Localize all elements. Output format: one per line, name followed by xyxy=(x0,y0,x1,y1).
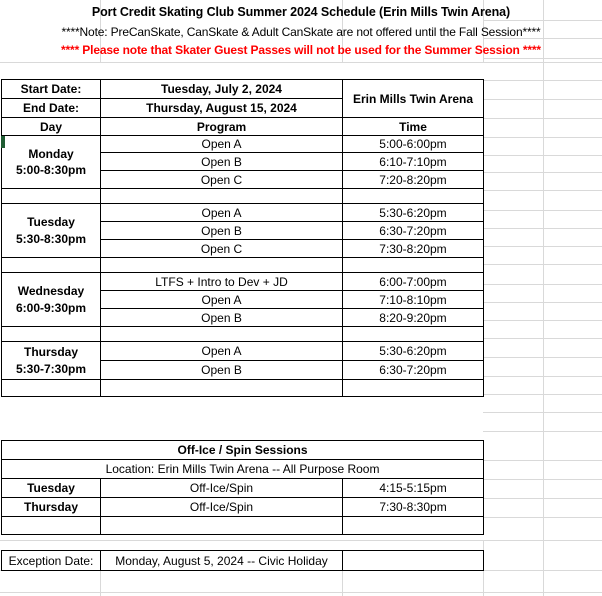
gridline-horizontal xyxy=(0,62,602,63)
start-date-value: Tuesday, July 2, 2024 xyxy=(101,80,343,99)
program-cell: Open B xyxy=(101,361,343,380)
black-separator xyxy=(101,517,343,535)
gridline-horizontal xyxy=(483,155,602,156)
gridline-horizontal xyxy=(483,357,602,358)
gridline-horizontal xyxy=(0,540,602,541)
time-cell: 5:00-6:00pm xyxy=(343,136,484,153)
day-name: Tuesday xyxy=(27,215,75,230)
black-separator xyxy=(2,380,101,397)
gridline-horizontal xyxy=(483,20,602,21)
column-header-day: Day xyxy=(2,118,101,136)
black-separator xyxy=(343,380,484,397)
gridline-horizontal xyxy=(483,376,602,377)
gridline-horizontal xyxy=(483,58,602,59)
gridline-horizontal xyxy=(483,284,602,285)
off-ice-location: Location: Erin Mills Twin Arena -- All Purpose Room xyxy=(2,460,484,479)
gridline-horizontal xyxy=(483,517,602,518)
gridline-horizontal xyxy=(483,118,602,119)
black-separator xyxy=(343,517,484,535)
off-ice-time: 7:30-8:30pm xyxy=(343,498,484,517)
gridline-horizontal xyxy=(483,137,602,138)
black-separator xyxy=(2,258,101,273)
exception-table xyxy=(1,550,484,571)
program-cell: Open A xyxy=(101,342,343,361)
time-cell: 7:30-8:20pm xyxy=(343,240,484,258)
day-name: Monday xyxy=(28,146,74,161)
schedule-note: ****Note: PreCanSkate, CanSkate & Adult CanSkate are not offered until the Fall Session**** xyxy=(61,25,541,39)
table-row xyxy=(2,342,484,361)
time-cell: 6:10-7:10pm xyxy=(343,153,484,171)
end-date-label: End Date: xyxy=(2,99,101,118)
off-ice-title-row xyxy=(2,441,484,460)
time-cell: 6:00-7:00pm xyxy=(343,273,484,291)
exception-value: Monday, August 5, 2024 -- Civic Holiday xyxy=(101,551,343,571)
table-row xyxy=(2,136,484,153)
separator-row xyxy=(2,380,484,397)
off-ice-program: Off-Ice/Spin xyxy=(101,479,343,498)
gridline-horizontal xyxy=(483,302,602,303)
exception-row xyxy=(2,551,484,571)
gridline-horizontal xyxy=(0,592,602,593)
program-cell: Open B xyxy=(101,309,343,327)
start-date-row xyxy=(2,80,484,99)
start-date-label: Start Date: xyxy=(2,80,101,99)
time-cell: 7:20-8:20pm xyxy=(343,171,484,189)
gridline-horizontal xyxy=(483,228,602,229)
program-cell: Open C xyxy=(101,171,343,189)
separator-row xyxy=(2,327,484,342)
time-cell: 7:10-8:10pm xyxy=(343,291,484,309)
day-hours: 5:30-8:30pm xyxy=(15,231,87,246)
gridline-horizontal xyxy=(483,338,602,339)
off-ice-table xyxy=(1,440,484,535)
program-cell: Open B xyxy=(101,222,343,240)
program-cell: Open B xyxy=(101,153,343,171)
off-ice-program: Off-Ice/Spin xyxy=(101,498,343,517)
gridline-horizontal xyxy=(483,431,602,432)
arena-name: Erin Mills Twin Arena xyxy=(343,80,484,118)
gridline-horizontal xyxy=(483,172,602,173)
day-cell-thursday xyxy=(2,342,101,380)
gridline-horizontal xyxy=(483,190,602,191)
gridline-horizontal xyxy=(483,264,602,265)
day-hours: 5:30-7:30pm xyxy=(15,361,87,376)
gridline-horizontal xyxy=(483,246,602,247)
page-title: Port Credit Skating Club Summer 2024 Schedule (Erin Mills Twin Arena) xyxy=(91,5,511,19)
off-ice-day: Thursday xyxy=(2,498,101,517)
time-cell: 8:20-9:20pm xyxy=(343,309,484,327)
column-header-program: Program xyxy=(101,118,343,136)
table-row xyxy=(2,498,484,517)
time-cell: 6:30-7:20pm xyxy=(343,222,484,240)
gridline-horizontal xyxy=(483,394,602,395)
day-cell-tuesday xyxy=(2,204,101,258)
black-separator xyxy=(343,258,484,273)
comment-marker-icon xyxy=(1,136,5,148)
program-cell: LTFS + Intro to Dev + JD xyxy=(101,273,343,291)
off-ice-time: 4:15-5:15pm xyxy=(343,479,484,498)
black-separator xyxy=(2,189,101,204)
gridline-horizontal xyxy=(483,320,602,321)
time-cell: 5:30-6:20pm xyxy=(343,204,484,222)
separator-row xyxy=(2,517,484,535)
gridline-horizontal xyxy=(483,498,602,499)
black-separator xyxy=(101,380,343,397)
day-cell-monday xyxy=(2,136,101,189)
program-cell: Open A xyxy=(101,136,343,153)
exception-empty-cell xyxy=(343,551,484,571)
off-ice-day: Tuesday xyxy=(2,479,101,498)
column-header-time: Time xyxy=(343,118,484,136)
time-cell: 5:30-6:20pm xyxy=(343,342,484,361)
day-name: Wednesday xyxy=(17,284,85,299)
table-row xyxy=(2,479,484,498)
day-name: Thursday xyxy=(23,345,78,360)
gridline-vertical xyxy=(543,0,544,596)
black-separator xyxy=(2,517,101,535)
table-row xyxy=(2,204,484,222)
day-cell-wednesday xyxy=(2,273,101,327)
black-separator xyxy=(101,258,343,273)
separator-row xyxy=(2,258,484,273)
gridline-horizontal xyxy=(483,80,602,81)
program-cell: Open A xyxy=(101,204,343,222)
gridline-horizontal xyxy=(483,460,602,461)
day-hours: 5:00-8:30pm xyxy=(15,163,87,177)
gridline-horizontal xyxy=(483,412,602,413)
black-separator xyxy=(101,327,343,342)
separator-row xyxy=(2,189,484,204)
program-cell: Open A xyxy=(101,291,343,309)
end-date-value: Thursday, August 15, 2024 xyxy=(101,99,343,118)
black-separator xyxy=(343,189,484,204)
day-hours: 6:00-9:30pm xyxy=(15,300,87,315)
schedule-table xyxy=(1,79,484,397)
time-cell: 6:30-7:20pm xyxy=(343,361,484,380)
exception-label: Exception Date: xyxy=(2,551,101,571)
off-ice-location-row xyxy=(2,460,484,479)
black-separator xyxy=(2,327,101,342)
black-separator xyxy=(101,189,343,204)
guest-pass-warning: **** Please note that Skater Guest Passes will not be used for the Summer Session **** xyxy=(61,43,541,57)
gridline-horizontal xyxy=(483,99,602,100)
off-ice-title: Off-Ice / Spin Sessions xyxy=(2,441,484,460)
program-cell: Open C xyxy=(101,240,343,258)
gridline-horizontal xyxy=(483,479,602,480)
gridline-horizontal xyxy=(483,210,602,211)
column-header-row xyxy=(2,118,484,136)
table-row xyxy=(2,273,484,291)
black-separator xyxy=(343,327,484,342)
